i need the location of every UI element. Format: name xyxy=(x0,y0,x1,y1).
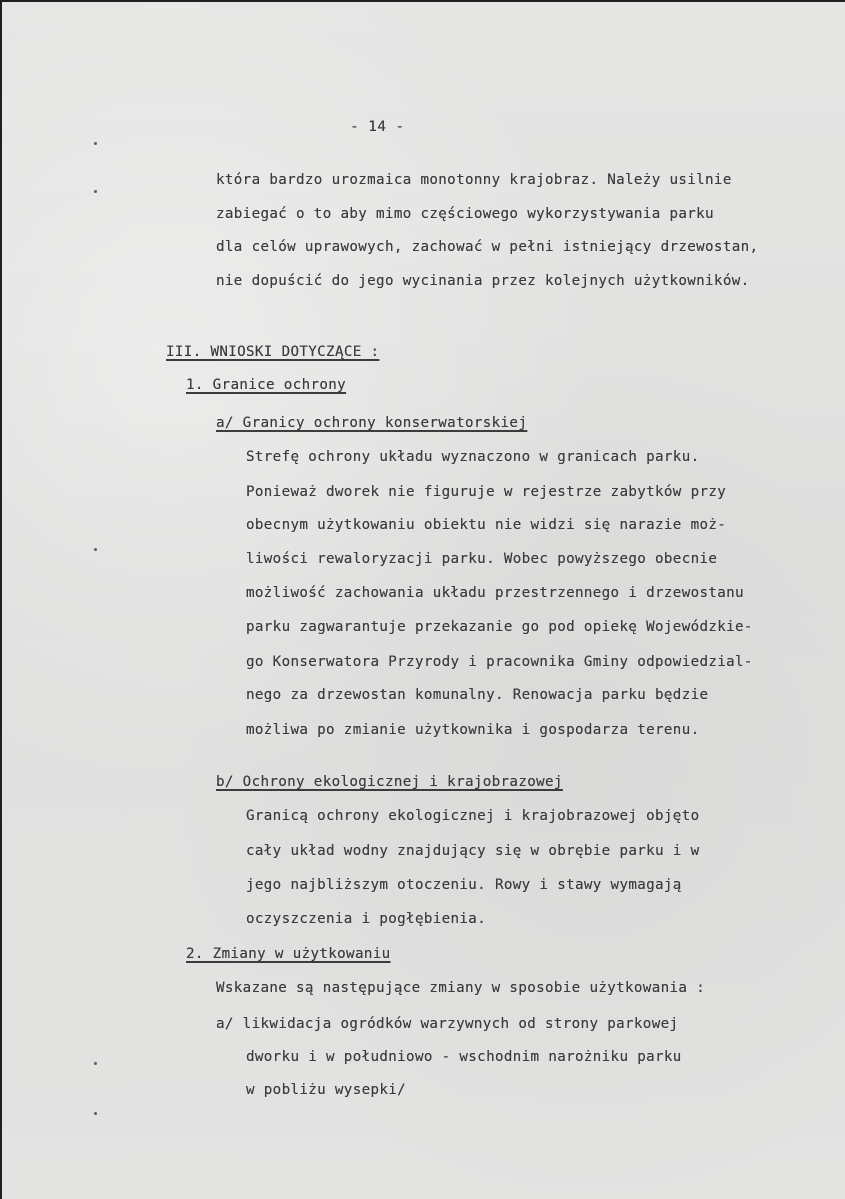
item-1a-line: go Konserwatora Przyrody i pracownika Gminy odpowiedzial- xyxy=(246,654,753,670)
item-1a-line: możliwa po zmianie użytkownika i gospodarza terenu. xyxy=(246,722,700,738)
item-1b-title: b/ Ochrony ekologicznej i krajobrazowej xyxy=(216,774,563,790)
paragraph-line: która bardzo urozmaica monotonny krajobraz. Należy usilnie xyxy=(216,172,732,188)
item-1a-line: Ponieważ dworek nie figuruje w rejestrze zabytków przy xyxy=(246,484,727,500)
binding-mark xyxy=(94,1062,97,1065)
paragraph-line: nie dopuścić do jego wycinania przez kolejnych użytkowników. xyxy=(216,273,750,289)
item-2a-line: a/ likwidacja ogródków warzywnych od strony parkowej xyxy=(216,1016,679,1032)
binding-mark xyxy=(94,190,97,193)
binding-mark xyxy=(94,548,97,551)
item-1b-line: oczyszczenia i pogłębienia. xyxy=(246,911,487,927)
item-1a-line: obecnym użytkowaniu obiektu nie widzi się narazie moż- xyxy=(246,517,727,533)
page-number: - 14 - xyxy=(350,119,405,135)
item-1a-line: liwości rewaloryzacji parku. Wobec powyższego obecnie xyxy=(246,551,718,567)
item-1b-line: jego najbliższym otoczeniu. Rowy i stawy wymagają xyxy=(246,877,682,893)
item-1a-title: a/ Granicy ochrony konserwatorskiej xyxy=(216,415,528,431)
item-1a-line: Strefę ochrony układu wyznaczono w granicach parku. xyxy=(246,449,700,465)
item-1a-line: nego za drzewostan komunalny. Renowacja parku będzie xyxy=(246,687,709,703)
item-2a-line: w pobliżu wysepki/ xyxy=(246,1082,407,1098)
binding-mark xyxy=(94,142,97,145)
item-2-title: 2. Zmiany w użytkowaniu xyxy=(186,946,391,962)
section-heading: III. WNIOSKI DOTYCZĄCE : xyxy=(166,344,380,360)
item-2-intro: Wskazane są następujące zmiany w sposobie użytkowania : xyxy=(216,980,706,996)
item-2a-line: dworku i w południowo - wschodnim narożniku parku xyxy=(246,1049,682,1065)
item-1a-line: parku zagwarantuje przekazanie go pod opiekę Wojewódzkie- xyxy=(246,619,753,635)
item-1-title: 1. Granice ochrony xyxy=(186,377,347,393)
paragraph-line: dla celów uprawowych, zachować w pełni istniejący drzewostan, xyxy=(216,239,759,255)
item-1b-line: cały układ wodny znajdujący się w obrębie parku i w xyxy=(246,843,700,859)
item-1a-line: możliwość zachowania układu przestrzennego i drzewostanu xyxy=(246,585,744,601)
item-1b-line: Granicą ochrony ekologicznej i krajobrazowej objęto xyxy=(246,808,700,824)
binding-mark xyxy=(94,1112,97,1115)
paragraph-line: zabiegać o to aby mimo częściowego wykorzystywania parku xyxy=(216,206,714,222)
